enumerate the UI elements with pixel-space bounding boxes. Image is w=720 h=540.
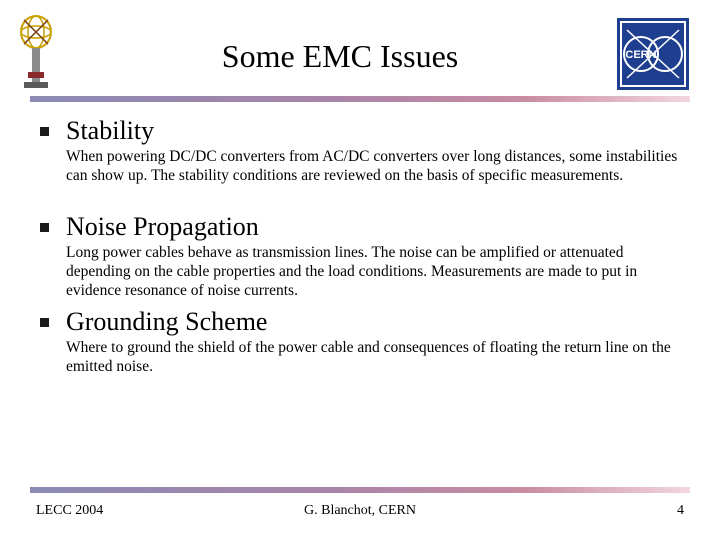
- section-heading: Stability: [66, 116, 155, 145]
- footer-divider: [30, 487, 690, 493]
- section-body: Where to ground the shield of the power cable and consequences of floating the return line on the emitted noise.: [66, 339, 671, 376]
- section-heading: Noise Propagation: [66, 212, 259, 241]
- section-body: When powering DC/DC converters from AC/DC converters over long distances, some instabilities can show up. The stability conditions are reviewed on the basis of specific measurements.: [66, 148, 678, 185]
- bullet-icon: [40, 318, 49, 327]
- header-divider: [30, 96, 690, 102]
- section-body: Long power cables behave as transmission lines. The noise can be amplified or attenuated depending on the cable properties and the load conditions. Measurements are made to put in evidence resonance of noise currents.: [66, 244, 638, 300]
- bullet-icon: [40, 223, 49, 232]
- section-heading: Grounding Scheme: [66, 307, 268, 336]
- cern-logo-text: CERN: [625, 49, 657, 61]
- page-number: 4: [677, 503, 684, 518]
- footer-author: G. Blanchot, CERN: [304, 503, 416, 518]
- section-stability: [40, 116, 680, 185]
- slide-title: Some EMC Issues: [221, 38, 459, 74]
- atlas-logo-icon: [16, 10, 56, 92]
- section-grounding-scheme: [40, 307, 680, 376]
- section-noise-propagation: [40, 212, 680, 301]
- cern-logo-icon: [617, 18, 689, 90]
- footer-conference: LECC 2004: [36, 503, 104, 518]
- bullet-icon: [40, 127, 49, 136]
